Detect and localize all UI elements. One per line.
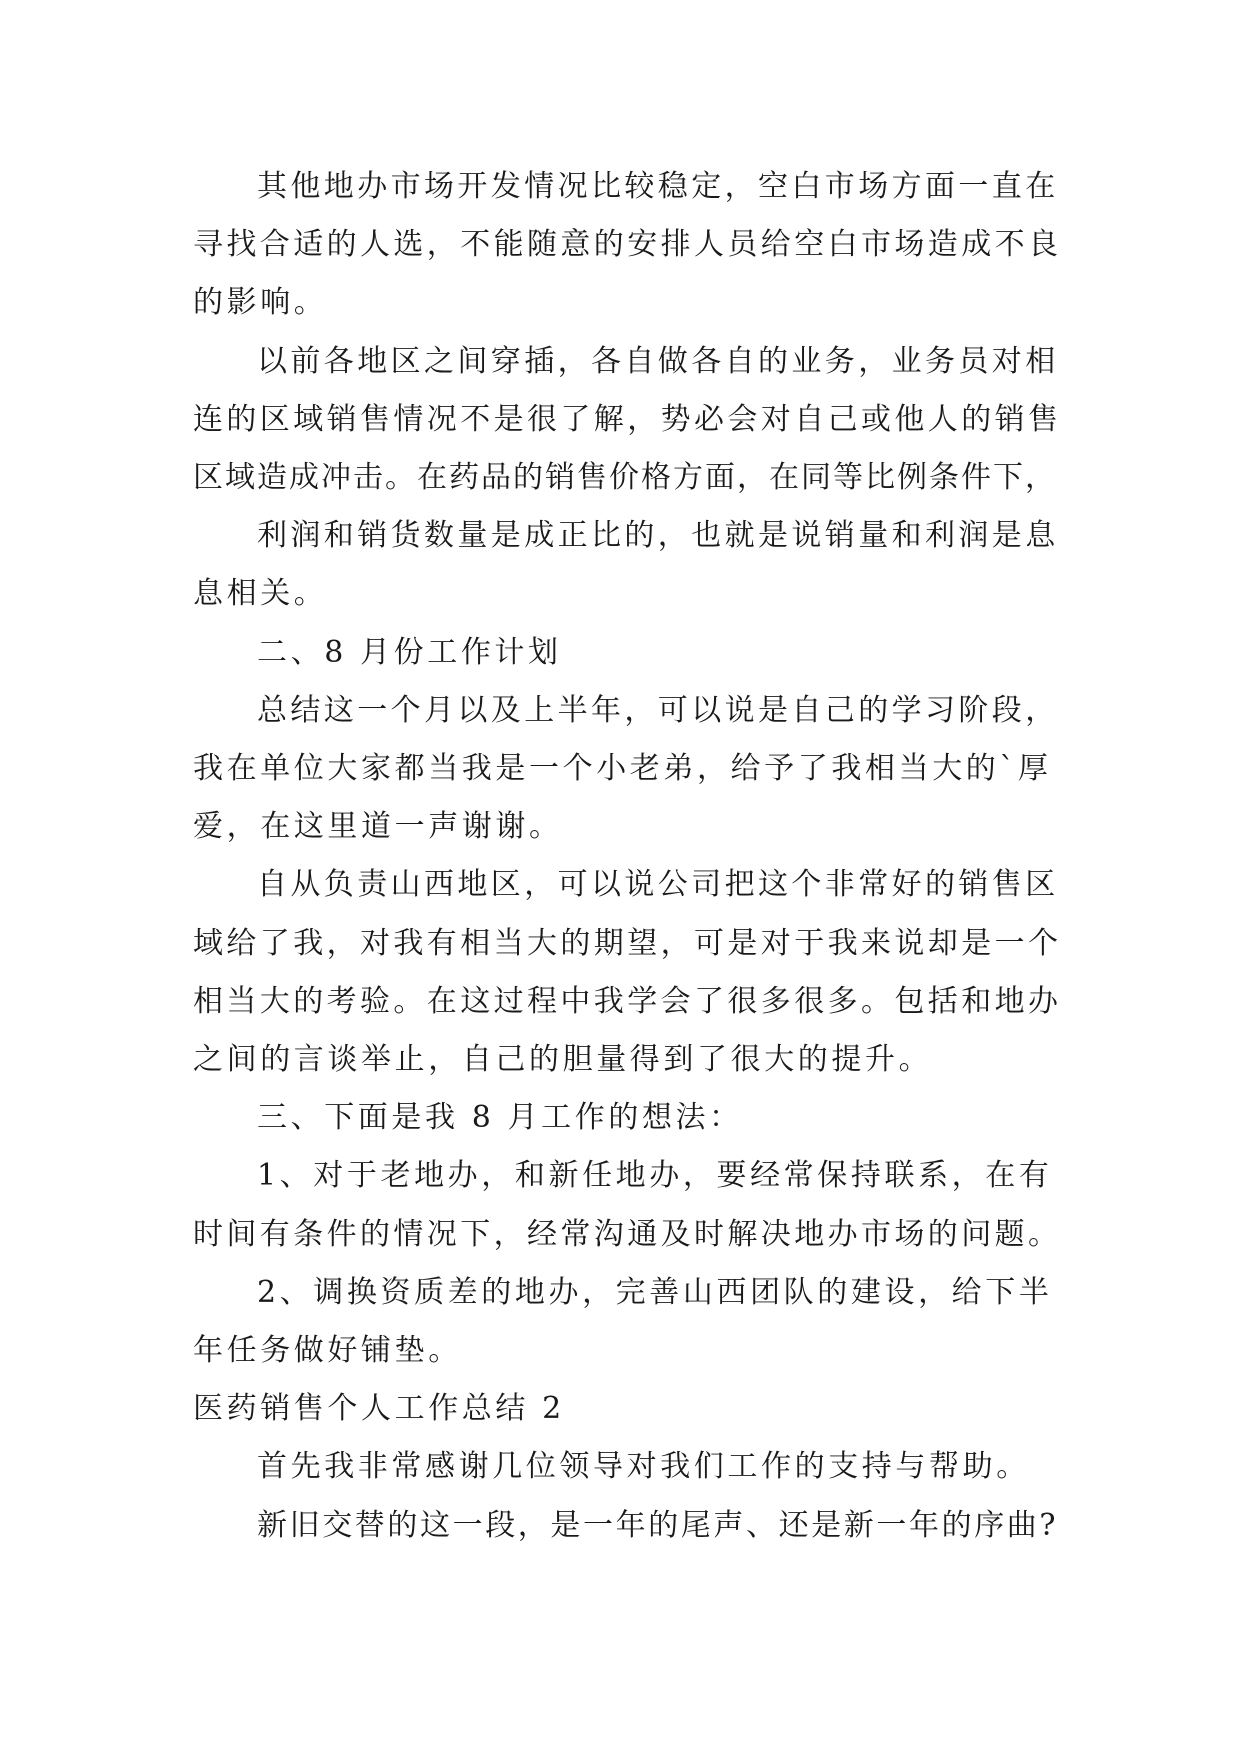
text-line: 的影响。	[193, 285, 328, 321]
text-line: 寻找合适的人选，不能随意的安排人员给空白市场造成不良	[193, 227, 1062, 263]
text-line: 区域造成冲击。在药品的销售价格方面，在同等比例条件下，	[193, 460, 1057, 496]
text-line: 以前各地区之间穿插，各自做各自的业务，业务员对相	[257, 343, 1059, 379]
text-line: 之间的言谈举止，自己的胆量得到了很大的提升。	[193, 1042, 933, 1078]
text-line: 连的区域销售情况不是很了解，势必会对自己或他人的销售	[193, 401, 1062, 437]
text-line: 新旧交替的这一段，是一年的尾声、还是新一年的序曲?	[257, 1507, 1059, 1543]
text-line: 相当大的考验。在这过程中我学会了很多很多。包括和地办	[193, 983, 1062, 1019]
document-body	[193, 158, 1061, 1555]
list-item: 2、调换资质差的地办，完善山西团队的建设，给下半	[257, 1274, 1053, 1310]
text-line: 其他地办市场开发情况比较稳定，空白市场方面一直在	[257, 169, 1059, 204]
list-item: 1、对于老地办，和新任地办，要经常保持联系，在有	[257, 1158, 1053, 1194]
section-heading: 三、下面是我 8 月工作的想法：	[257, 1100, 743, 1136]
text-line: 我在单位大家都当我是一个小老弟，给予了我相当大的`厚	[193, 751, 1052, 787]
text-line: 域给了我，对我有相当大的期望，可是对于我来说却是一个	[193, 925, 1062, 961]
document-title: 医药销售个人工作总结 2	[193, 1391, 565, 1427]
text-line: 首先我非常感谢几位领导对我们工作的支持与帮助。	[257, 1449, 1030, 1485]
text-line: 总结这一个月以及上半年，可以说是自己的学习阶段，	[257, 692, 1059, 728]
text-line: 爱，在这里道一声谢谢。	[193, 809, 563, 845]
text-line: 息相关。	[193, 576, 328, 612]
text-line: 时间有条件的情况下，经常沟通及时解决地办市场的问题。	[193, 1216, 1062, 1252]
text-line: 利润和销货数量是成正比的，也就是说销量和利润是息	[257, 518, 1059, 554]
text-line: 年任务做好铺垫。	[193, 1333, 462, 1369]
section-heading: 二、8 月份工作计划	[257, 634, 562, 670]
text-line: 自从负责山西地区，可以说公司把这个非常好的销售区	[257, 867, 1059, 903]
